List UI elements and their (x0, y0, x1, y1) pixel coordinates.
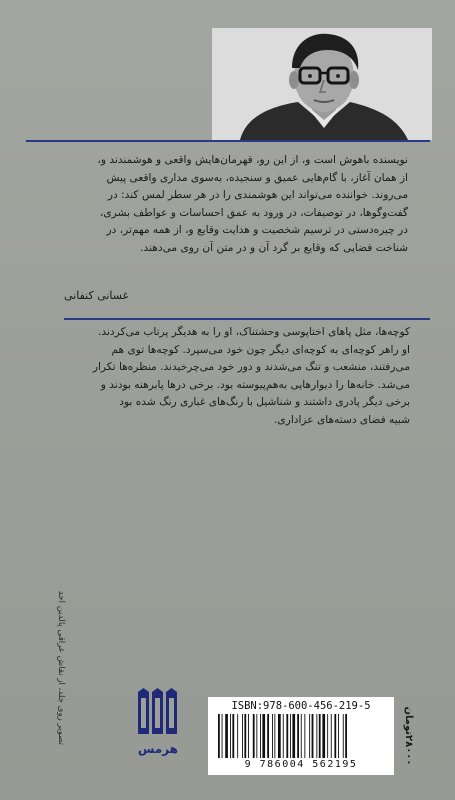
excerpt-line: می‌شد. خانه‌ها را دیوارهایی به‌هم‌پیوسته بود. برخی درها پابرهنه بودند و (100, 378, 410, 391)
barcode-bars (218, 714, 384, 758)
publisher-name: هرمس (137, 742, 178, 756)
quote-line: نویسنده باهوش است و، از این رو، قهرمان‌هایش واقعی و هوشمندند و، (97, 154, 408, 166)
barcode-digits: 9 786004 562195 (244, 759, 358, 770)
excerpt-block (64, 324, 410, 429)
quote-line: گفت‌وگوها، در توصیفات، در ورود به عمق احساسات و عواطف بشری، (99, 206, 408, 219)
quote-block (64, 152, 408, 257)
middle-divider (64, 318, 430, 320)
book-stack-icon (136, 688, 180, 740)
quote-author: غسانی کنفانی (64, 289, 129, 302)
isbn-barcode (208, 697, 394, 775)
quote-line: شناخت فضایی که وقایع بر گرد آن و در متن آن روی می‌دهند. (140, 241, 408, 254)
excerpt-line: برخی دیگر پادری داشتند و شناشیل با رنگ‌های غباری رنگ شده بود (119, 396, 410, 408)
excerpt-line: او راهر کوچه‌ای به کوچه‌ای دیگر چون خود می‌سپرد. کوچه‌ها توی هم (111, 343, 410, 356)
quote-line: در چیره‌دستی در ترسیم شخصیت و هدایت وقایع و، از همه مهم‌تر، در (106, 224, 408, 236)
quote-line: می‌روند. خواننده می‌تواند این هوشمندی را در هر سطر لمس کند: در (107, 189, 408, 201)
isbn-label: ISBN:978-600-456-219-5 (231, 700, 371, 712)
cover-art-credit: تصویر روی جلد، از نقاش عراقی پالدین احد (56, 590, 66, 745)
excerpt-line: شبیه فضای دسته‌های عزاداری. (274, 413, 410, 426)
price-label: ۲۸۰۰۰تومان (403, 706, 414, 766)
excerpt-line: می‌رفتند، منشعب و تنگ می‌شدند و دور خود می‌چرخیدند. منظره‌ها تکرار (92, 361, 410, 373)
author-portrait (212, 28, 432, 140)
excerpt-line: کوچه‌ها، مثل پاهای اختاپوسی وحشتناک، او را به هدیگر پرتاب می‌کردند. (98, 326, 410, 338)
quote-line: از همان آغاز، با گام‌هایی عمیق و سنجیده، به‌سوی مداری واقعی پیش (106, 171, 408, 184)
top-divider (26, 140, 430, 142)
